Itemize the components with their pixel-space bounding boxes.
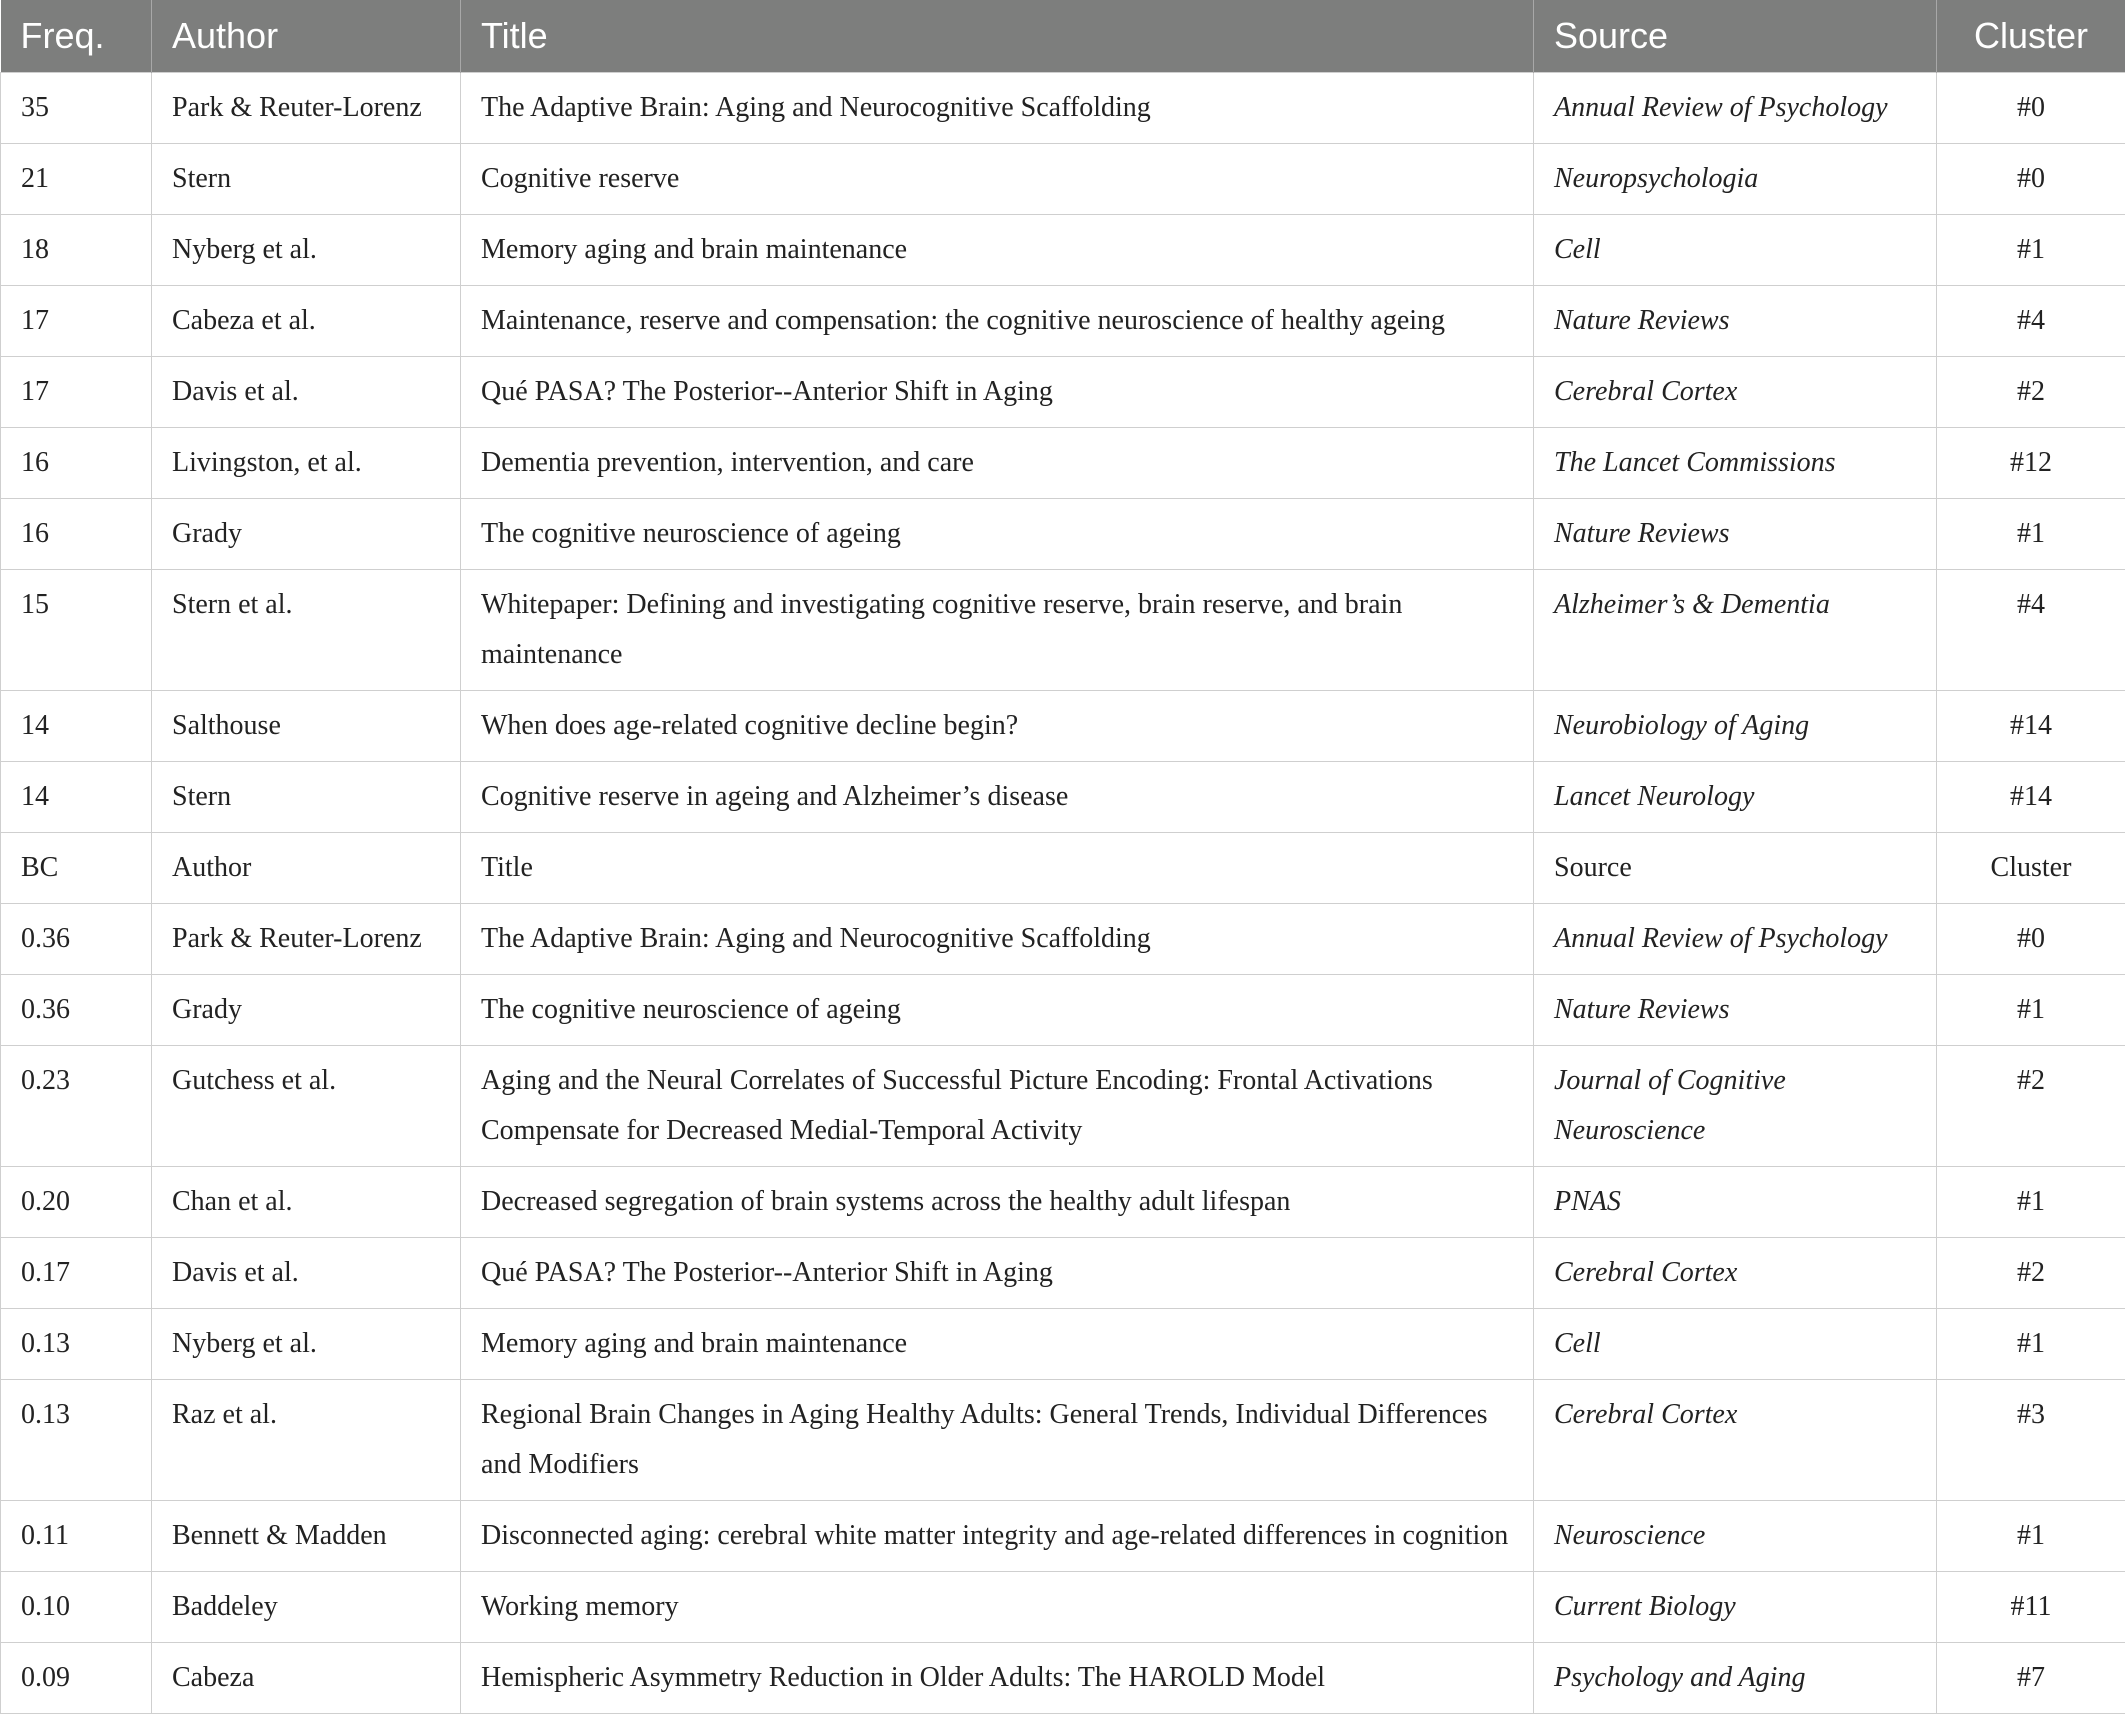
cell-cluster: #0 [1937,903,2125,974]
cell-author: Grady [152,974,461,1045]
cell-value: 18 [1,214,152,285]
cell-value: 0.36 [1,974,152,1045]
cell-title: Working memory [461,1571,1534,1642]
cell-title: Memory aging and brain maintenance [461,1308,1534,1379]
cell-cluster: #14 [1937,761,2125,832]
cell-value: 14 [1,690,152,761]
cell-source: Cerebral Cortex [1534,1379,1937,1500]
cell-title: Cognitive reserve in ageing and Alzheimer’s disease [461,761,1534,832]
cell-source: Journal of Cognitive Neuroscience [1534,1045,1937,1166]
cell-cluster: #12 [1937,427,2125,498]
cell-title: Disconnected aging: cerebral white matter integrity and age-related differences in cognition [461,1500,1534,1571]
cell-cluster: #1 [1937,1500,2125,1571]
cell-source: The Lancet Commissions [1534,427,1937,498]
bc-subheader-row [1,832,2125,903]
freq-table-row [1,356,2125,427]
cell-source: Neurobiology of Aging [1534,690,1937,761]
cell-title: Memory aging and brain maintenance [461,214,1534,285]
cell-title: Whitepaper: Defining and investigating cognitive reserve, brain reserve, and brain maintenance [461,569,1534,690]
cell-title: The Adaptive Brain: Aging and Neurocognitive Scaffolding [461,72,1534,143]
cell-author: Stern et al. [152,569,461,690]
cell-cluster: #14 [1937,690,2125,761]
bc-table-row [1,1379,2125,1500]
cell-title: The Adaptive Brain: Aging and Neurocognitive Scaffolding [461,903,1534,974]
bc-table-row [1,1166,2125,1237]
cell-title: When does age-related cognitive decline begin? [461,690,1534,761]
freq-table-row [1,569,2125,690]
cell-author: Cabeza et al. [152,285,461,356]
cell-cluster: #7 [1937,1642,2125,1713]
cell-value: 35 [1,72,152,143]
header-row [1,0,2125,72]
cell-author: Gutchess et al. [152,1045,461,1166]
cell-cluster: #1 [1937,214,2125,285]
cell-cluster: #4 [1937,285,2125,356]
freq-table-row [1,285,2125,356]
cell-cluster: #0 [1937,72,2125,143]
cell-title: Qué PASA? The Posterior--Anterior Shift in Aging [461,356,1534,427]
cell-source: Nature Reviews [1534,285,1937,356]
cell-author: Cabeza [152,1642,461,1713]
cell-cluster: #4 [1937,569,2125,690]
header-author: Author [152,0,461,72]
bc-subheader-title: Title [461,832,1534,903]
cell-author: Bennett & Madden [152,1500,461,1571]
cell-title: Regional Brain Changes in Aging Healthy Adults: General Trends, Individual Differences and Modifiers [461,1379,1534,1500]
freq-table-row [1,72,2125,143]
cell-source: Cell [1534,214,1937,285]
cell-cluster: #1 [1937,1166,2125,1237]
freq-table-row [1,498,2125,569]
cell-cluster: #0 [1937,143,2125,214]
cell-value: 0.23 [1,1045,152,1166]
cell-source: Lancet Neurology [1534,761,1937,832]
cell-value: 0.17 [1,1237,152,1308]
bc-table-row [1,974,2125,1045]
cell-source: Alzheimer’s & Dementia [1534,569,1937,690]
cell-title: Decreased segregation of brain systems across the healthy adult lifespan [461,1166,1534,1237]
bc-table-row [1,1642,2125,1713]
cell-value: 0.13 [1,1379,152,1500]
cell-value: 17 [1,285,152,356]
cell-value: 0.13 [1,1308,152,1379]
cell-title: Aging and the Neural Correlates of Successful Picture Encoding: Frontal Activations Compensate for Decreased Medial-Temporal Activity [461,1045,1534,1166]
cell-source: Cell [1534,1308,1937,1379]
cell-title: Cognitive reserve [461,143,1534,214]
cell-author: Raz et al. [152,1379,461,1500]
cell-author: Grady [152,498,461,569]
cell-cluster: #2 [1937,1045,2125,1166]
cell-value: 0.20 [1,1166,152,1237]
cell-title: The cognitive neuroscience of ageing [461,498,1534,569]
cell-author: Nyberg et al. [152,1308,461,1379]
freq-table-row [1,761,2125,832]
cell-source: Current Biology [1534,1571,1937,1642]
cell-author: Park & Reuter-Lorenz [152,903,461,974]
cell-cluster: #3 [1937,1379,2125,1500]
cell-source: PNAS [1534,1166,1937,1237]
cell-value: 14 [1,761,152,832]
cell-author: Stern [152,761,461,832]
cell-author: Chan et al. [152,1166,461,1237]
cell-value: 0.36 [1,903,152,974]
cell-value: 16 [1,498,152,569]
cell-title: Dementia prevention, intervention, and care [461,427,1534,498]
bc-table-row [1,1045,2125,1166]
cell-value: 15 [1,569,152,690]
cell-value: 21 [1,143,152,214]
bc-section [1,903,2125,1713]
bc-table-row [1,903,2125,974]
cell-cluster: #1 [1937,498,2125,569]
cell-value: 0.10 [1,1571,152,1642]
cell-author: Nyberg et al. [152,214,461,285]
bc-subheader-section [1,832,2125,903]
freq-table-row [1,690,2125,761]
cell-author: Davis et al. [152,356,461,427]
cell-cluster: #11 [1937,1571,2125,1642]
bc-subheader-value: BC [1,832,152,903]
cell-title: The cognitive neuroscience of ageing [461,974,1534,1045]
cell-source: Annual Review of Psychology [1534,903,1937,974]
cell-source: Nature Reviews [1534,974,1937,1045]
cell-title: Maintenance, reserve and compensation: the cognitive neuroscience of healthy ageing [461,285,1534,356]
cell-source: Psychology and Aging [1534,1642,1937,1713]
freq-table-row [1,214,2125,285]
cell-cluster: #2 [1937,1237,2125,1308]
header-cluster: Cluster [1937,0,2125,72]
cell-value: 0.11 [1,1500,152,1571]
cell-author: Stern [152,143,461,214]
cell-source: Cerebral Cortex [1534,356,1937,427]
cell-source: Nature Reviews [1534,498,1937,569]
cell-value: 17 [1,356,152,427]
cell-value: 16 [1,427,152,498]
bc-subheader-author: Author [152,832,461,903]
cell-author: Baddeley [152,1571,461,1642]
cell-author: Salthouse [152,690,461,761]
table-header [1,0,2125,72]
cell-source: Annual Review of Psychology [1534,72,1937,143]
cell-source: Cerebral Cortex [1534,1237,1937,1308]
cell-value: 0.09 [1,1642,152,1713]
freq-section [1,72,2125,832]
freq-table-row [1,427,2125,498]
bc-table-row [1,1237,2125,1308]
bc-table-row [1,1571,2125,1642]
bc-table-row [1,1500,2125,1571]
bc-subheader-source: Source [1534,832,1937,903]
cell-title: Qué PASA? The Posterior--Anterior Shift in Aging [461,1237,1534,1308]
cell-cluster: #1 [1937,1308,2125,1379]
cell-source: Neuroscience [1534,1500,1937,1571]
header-source: Source [1534,0,1937,72]
cell-author: Davis et al. [152,1237,461,1308]
freq-table-row [1,143,2125,214]
cell-source: Neuropsychologia [1534,143,1937,214]
cell-author: Livingston, et al. [152,427,461,498]
cell-cluster: #2 [1937,356,2125,427]
cell-author: Park & Reuter-Lorenz [152,72,461,143]
header-freq: Freq. [1,0,152,72]
header-title: Title [461,0,1534,72]
bc-subheader-cluster: Cluster [1937,832,2125,903]
bc-table-row [1,1308,2125,1379]
cell-cluster: #1 [1937,974,2125,1045]
cell-title: Hemispheric Asymmetry Reduction in Older Adults: The HAROLD Model [461,1642,1534,1713]
